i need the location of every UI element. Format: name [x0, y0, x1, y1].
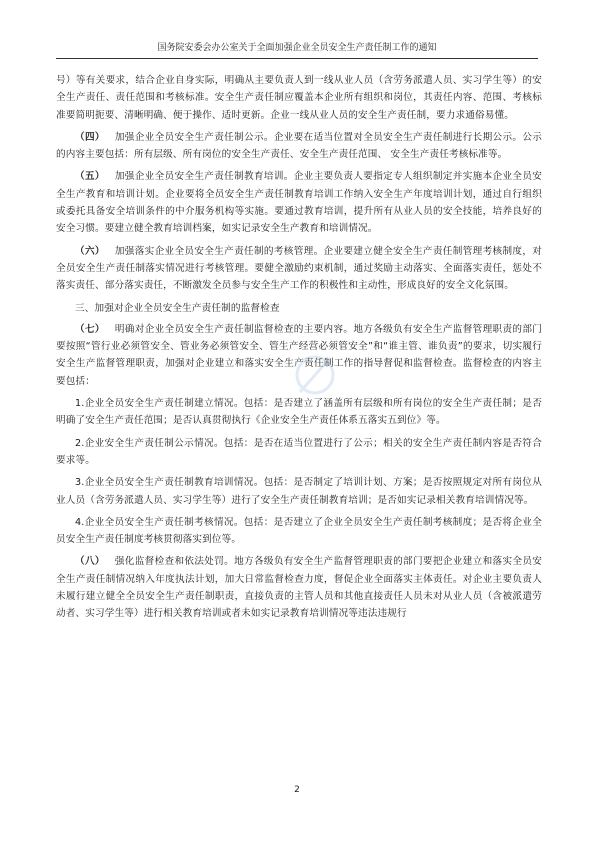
list-item [56, 474, 542, 509]
list-item-text: 2.企业安全生产责任制公示情况。包括：是否在适当位置进行了公示；相关的安全生产责任制内容是否符合要求等。 [56, 437, 542, 466]
list-item-text: 3.企业全员安全生产责任制教育培训情况。包括：是否制定了培训计划、方案；是否按照规定对所有岗位从业人员（含劳务派遣人员、实习学生等）进行了安全生产责任制教育培训；是否如实记录相关教育培训情况等。 [56, 477, 542, 506]
running-header: 国务院安委会办公室关于全面加强企业全员安全生产责任制工作的通知 [157, 43, 437, 53]
item-tag: （七） [75, 323, 105, 335]
list-item [56, 435, 542, 470]
paragraph [56, 243, 542, 295]
list-item [56, 514, 542, 549]
paragraph [56, 321, 542, 390]
paragraph-text: 强化监督检查和依法处罚。地方各级负有安全生产监督管理职责的部门要把企业建立和落实全员安全生产责任制情况纳入年度执法计划，加大日常监督检查力度，督促企业全面落实主体责任。对企业主要负责人未履行建立健全全员安全生产责任制职责，直接负责的主管人员和其他直接责任人员未对从业人员（含被派遣劳动者、实习学生等）进行相关教育培训或者未如实记录教育培训情况等违法违规行 [56, 556, 543, 620]
list-item-text: 1.企业全员安全生产责任制建立情况。包括：是否建立了涵盖所有层级和所有岗位的安全生产责任制；是否明确了安全生产责任范围；是否认真贯彻执行《企业安全生产责任体系五落实五到位》等。 [56, 398, 542, 427]
paragraph [56, 553, 542, 622]
section-heading [56, 300, 542, 317]
paragraph [56, 129, 542, 164]
item-tag: （五） [75, 171, 105, 183]
item-tag: （四） [75, 131, 105, 143]
list-item [56, 395, 542, 430]
paragraph-text: 号）等有关要求，结合企业自身实际，明确从主要负责人到一线从业人员（含劳务派遣人员、实习学生等）的安全生产责任、责任范围和考核标准。安全生产责任制应覆盖本企业所有组织和岗位，其责任内容、范围、考核标准要简明扼要、清晰明确、便于操作、适时更新。企业一线从业人员的安全生产责任制，要力求通俗易懂。 [56, 75, 542, 121]
section-heading-text: 三、加强对企业全员安全生产责任制的监督检查 [75, 302, 280, 314]
paragraph-text: 加强落实企业全员安全生产责任制的考核管理。企业要建立健全安全生产责任制管理考核制度，对全员安全生产责任制落实情况进行考核管理。要健全激励约束机制，通过奖励主动落实、全面落实责任，惩处不落实责任、部分落实责任，不断激发全员参与安全生产工作的积极性和主动性，形成良好的安全文化氛围。 [56, 245, 543, 292]
document-body [56, 72, 542, 628]
page-number: 2 [294, 785, 300, 795]
item-tag: （六） [75, 245, 105, 257]
paragraph-text: 明确对企业全员安全生产责任制监督检查的主要内容。地方各级负有安全生产监督管理职责的部门要按照“管行业必须管安全、管业务必须管安全、管生产经营必须管安全”和“谁主管、谁负责”的要求，切实履行安全生产监督管理职责，加强对企业建立和落实安全生产责任制工作的指导督促和监督检查。监督检查的内容主要包括： [56, 323, 543, 387]
paragraph-text: 加强企业全员安全生产责任制公示。企业要在适当位置对全员安全生产责任制进行长期公示。公示的内容主要包括：所有层级、所有岗位的安全生产责任、安全生产责任范围、 安全生产责任考核标准等。 [56, 131, 543, 161]
paragraph [56, 72, 542, 124]
item-tag: （八） [75, 556, 105, 568]
paragraph-text: 加强企业全员安全生产责任制教育培训。企业主要负责人要指定专人组织制定并实施本企业全员安全生产教育和培训计划。企业要将全员安全生产责任制教育培训工作纳入安全生产年度培训计划，通过自行组织或委托具备安全培训条件的中介服务机构等实施。要通过教育培训，提升所有从业人员的安全技能，培养良好的安全习惯。要建立健全教育培训档案，如实记录安全生产教育和培训情况。 [56, 171, 543, 235]
list-item-text: 4.企业全员安全生产责任制考核情况。包括：是否建立了企业全员安全生产责任制考核制度；是否将企业全员安全生产责任制度考核贯彻落实到位等。 [56, 516, 542, 546]
paragraph [56, 168, 542, 237]
header-divider [56, 58, 538, 59]
